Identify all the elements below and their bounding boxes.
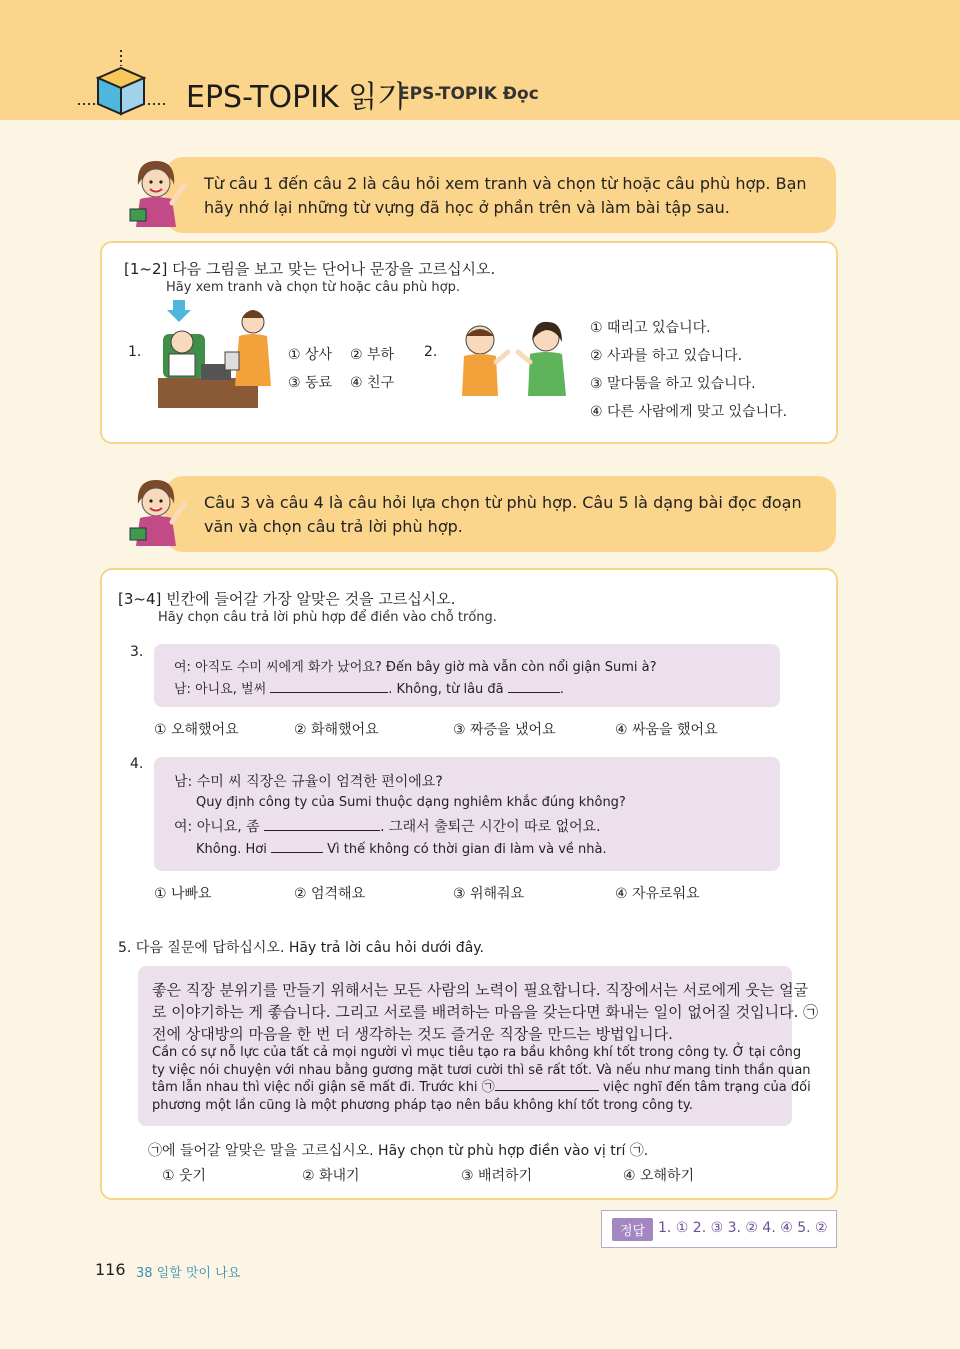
page-number: 116 xyxy=(95,1260,126,1279)
instruction-text-1: Từ câu 1 đến câu 2 là câu hỏi xem tranh và chọn từ hoặc câu phù hợp. Bạn hãy nhớ lại những từ vựng đã học ở phần trên và làm bài tập sau. xyxy=(204,174,807,217)
question-4-number: 4. xyxy=(130,756,144,772)
question-3-line-1: 여: 아직도 수미 씨에게 화가 났어요? Đến bây giờ mà vẫn còn nổi giận Sumi à? xyxy=(174,660,657,675)
section-2-subheading: Hãy chọn câu trả lời phù hợp để điền vào chỗ trống. xyxy=(158,610,497,625)
question-4-line-4: Không. Hơi Vì thế không có thời gian đi làm và về nhà. xyxy=(196,838,607,857)
section-2-heading: [3~4] 빈칸에 들어갈 가장 알맞은 것을 고르십시오. xyxy=(118,590,456,608)
passage-vietnamese: Cần có sự nỗ lực của tất cả mọi người vì mục tiêu tạo ra bầu không khí tốt trong công ty. Ở tại công ty việc nói chuyện với nhau bằng gương mặt tươi cười thì sẽ rất tốt. Và nếu như mang tinh thần quan tâm lẫn nhau thì việc nổi giận sẽ mất đi. Trước khi ㉠ việc nghĩ đến tâm trạng của đối phương một lần cũng là một phương pháp tạo nên bầu không khí tốt trong công ty. xyxy=(152,1045,811,1113)
question-5-option-2[interactable]: ② 화내기 xyxy=(302,1168,360,1184)
question-3-option-1[interactable]: ① 오해했어요 xyxy=(154,722,239,738)
teacher-illustration xyxy=(124,155,194,235)
question-1-option-4[interactable]: ④ 친구 xyxy=(350,375,395,391)
question-1-option-2[interactable]: ② 부하 xyxy=(350,347,395,363)
section-1-heading: [1~2] 다음 그림을 보고 맞는 단어나 문장을 고르십시오. xyxy=(124,260,496,278)
question-4-line-2: Quy định công ty của Sumi thuộc dạng nghiêm khắc đúng không? xyxy=(196,795,626,810)
question-2-number: 2. xyxy=(424,344,438,360)
question-4-option-3[interactable]: ③ 위해줘요 xyxy=(453,886,525,902)
question-2-option-3[interactable]: ③ 말다툼을 하고 있습니다. xyxy=(590,376,756,392)
question-4-line-3: 여: 아니요, 좀 . 그래서 출퇴근 시간이 따로 없어요. xyxy=(174,816,601,836)
question-5-prompt: ㉠에 들어갈 알맞은 말을 고르십시오. Hãy chọn từ phù hợp điền vào vị trí ㉠. xyxy=(148,1143,649,1159)
question-1-option-1[interactable]: ① 상사 xyxy=(288,347,333,363)
teacher-illustration-2 xyxy=(124,474,194,554)
cube-icon xyxy=(78,48,168,118)
question-2-option-2[interactable]: ② 사과를 하고 있습니다. xyxy=(590,348,743,364)
question-5-option-1[interactable]: ① 웃기 xyxy=(162,1168,207,1184)
section-1-subheading: Hãy xem tranh và chọn từ hoặc câu phù hợp. xyxy=(166,280,461,295)
question-2-option-1[interactable]: ① 때리고 있습니다. xyxy=(590,320,711,336)
question-3-option-3[interactable]: ③ 짜증을 냈어요 xyxy=(453,722,556,738)
question-3-blank-vi xyxy=(508,678,560,693)
arguing-people-illustration xyxy=(450,318,578,402)
question-1-option-3[interactable]: ③ 동료 xyxy=(288,375,333,391)
answer-key: 1. ① 2. ③ 3. ② 4. ④ 5. ② xyxy=(658,1220,828,1236)
question-3-dialog xyxy=(154,644,780,707)
page-subtitle: EPS-TOPIK Đọc xyxy=(398,84,539,104)
question-3-option-2[interactable]: ② 화해했어요 xyxy=(294,722,379,738)
passage-blank xyxy=(495,1079,599,1091)
question-3-option-4[interactable]: ④ 싸움을 했어요 xyxy=(615,722,718,738)
question-4-line-1: 남: 수미 씨 직장은 규율이 엄격한 편이에요? xyxy=(174,774,443,790)
chapter-title: 38 일할 맛이 나요 xyxy=(136,1266,241,1281)
question-4-option-2[interactable]: ② 엄격해요 xyxy=(294,886,366,902)
question-5-option-3[interactable]: ③ 배려하기 xyxy=(461,1168,533,1184)
question-3-number: 3. xyxy=(130,644,144,660)
question-4-option-4[interactable]: ④ 자유로워요 xyxy=(615,886,700,902)
question-5-option-4[interactable]: ④ 오해하기 xyxy=(623,1168,695,1184)
question-1-number: 1. xyxy=(128,344,142,360)
office-boss-illustration xyxy=(155,298,275,408)
question-4-blank-vi xyxy=(271,838,323,853)
page-title: EPS-TOPIK 읽기 xyxy=(186,80,407,115)
question-5-heading: 5. 다음 질문에 답하십시오. Hãy trả lời câu hỏi dưới đây. xyxy=(118,940,485,956)
question-4-option-1[interactable]: ① 나빠요 xyxy=(154,886,212,902)
question-3-line-2: 남: 아니요, 벌써 . Không, từ lâu đã . xyxy=(174,678,564,697)
question-4-blank xyxy=(264,816,380,831)
question-3-blank xyxy=(270,678,388,693)
passage-korean: 좋은 직장 분위기를 만들기 위해서는 모든 사람의 노력이 필요합니다. 직장에서는 서로에게 웃는 얼굴 로 이야기하는 게 좋습니다. 그리고 서로를 배려하는 마음을 갖는다면 화내는 일이 없어질 것입니다. ㉠ 전에 상대방의 마음을 한 번 더 생각하는 것도 즐거운 직장을 만드는 방법입니다. xyxy=(152,981,819,1043)
answer-tag: 정답 xyxy=(612,1218,653,1241)
question-2-option-4[interactable]: ④ 다른 사람에게 맞고 있습니다. xyxy=(590,404,788,420)
instruction-text-2: Câu 3 và câu 4 là câu hỏi lựa chọn từ phù hợp. Câu 5 là dạng bài đọc đoạn văn và chọn câu trả lời phù hợp. xyxy=(204,493,802,536)
